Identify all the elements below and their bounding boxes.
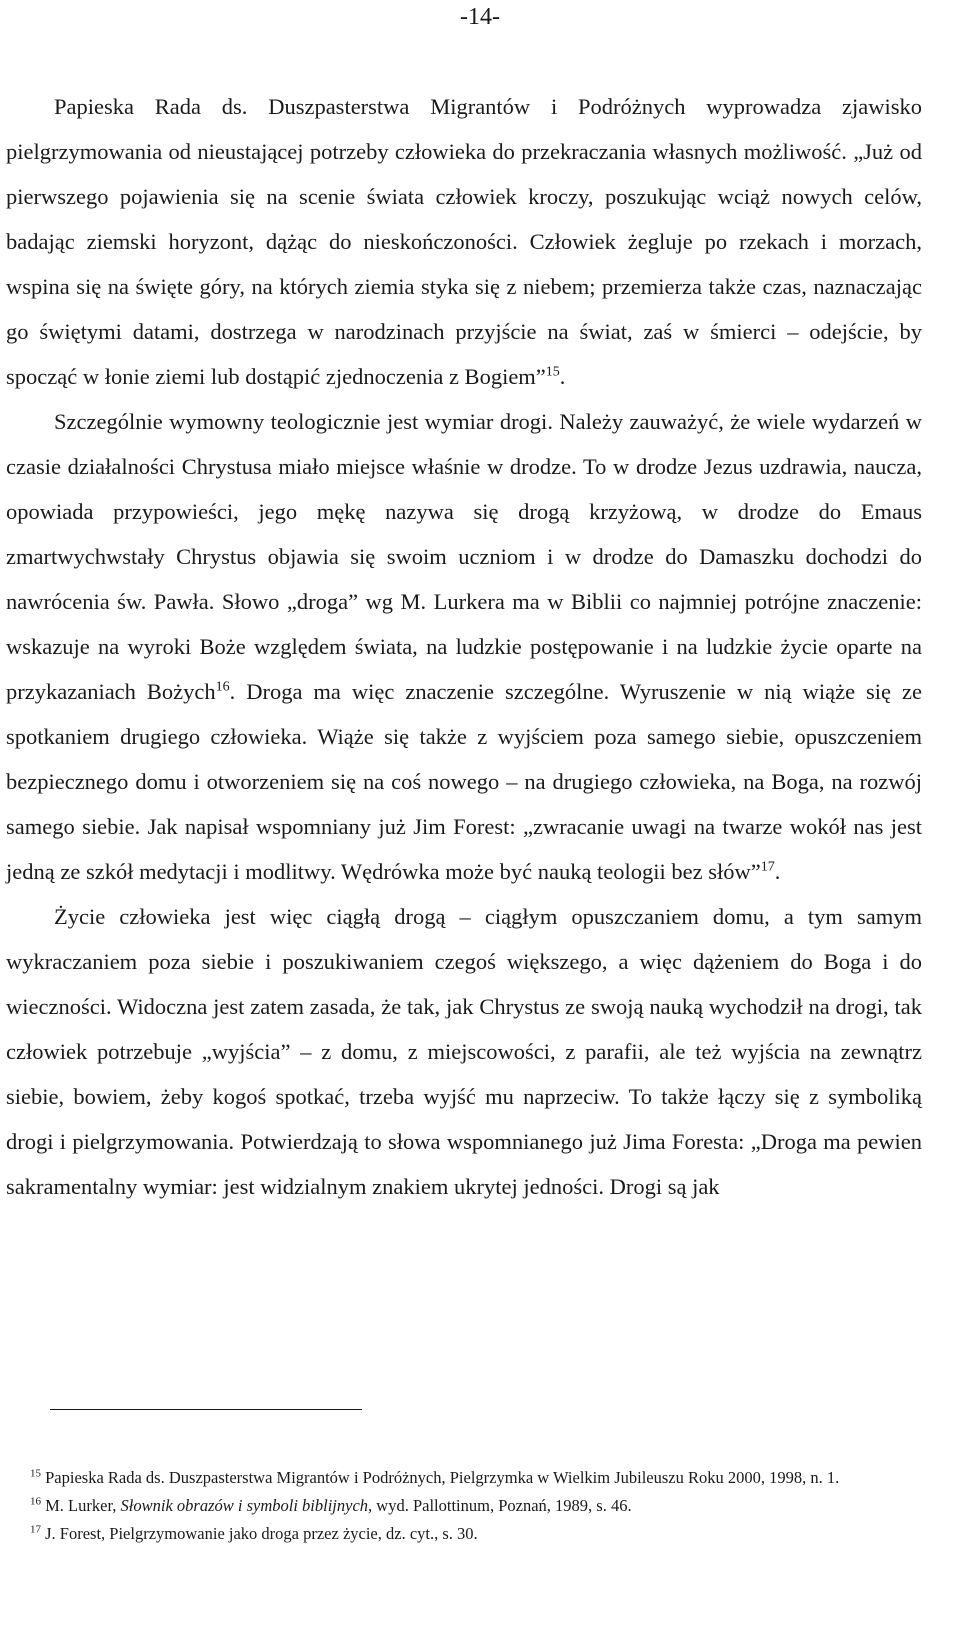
footnote-text: Papieska Rada ds. Duszpasterstwa Migrantów i Podróżnych, Pielgrzymka w Wielkim Jubileuszu Roku 2000, 1998, n. 1. [45, 1468, 840, 1487]
footnote-text: wyd. Pallottinum, Poznań, 1989, s. 46. [372, 1496, 632, 1515]
footnote-17 [6, 1520, 922, 1548]
paragraph-2-text-b: . Droga ma więc znaczenie szczególne. Wyruszenie w nią wiąże się ze spotkaniem drugiego człowieka. Wiąże się także z wyjściem poza samego siebie, opuszczeniem bezpiecznego domu i otworzeniem się na coś nowego – na drugiego człowieka, na Boga, na rozwój samego siebie. Jak napisał wspomniany już Jim Forest: „zwracanie uwagi na twarze wokół nas jest jedną ze szkół medytacji i modlitwy. Wędrówka może być nauką teologii bez słów” [6, 679, 922, 884]
paragraph-3-text: Życie człowieka jest więc ciągłą drogą – ciągłym opuszczaniem domu, a tym samym wykraczaniem poza siebie i poszukiwaniem czegoś większego, a więc dążeniem do Boga i do wieczności. Widoczna jest zatem zasada, że tak, jak Chrystus ze swoją nauką wychodził na drogi, tak człowiek potrzebuje „wyjścia” – z domu, z miejscowości, z parafii, ale też wyjścia na zewnątrz siebie, bowiem, żeby kogoś spotkać, trzeba wyjść mu naprzeciw. To także łączy się z symboliką drogi i pielgrzymowania. Potwierdzają to słowa wspomnianego już Jima Foresta: „Droga ma pewien sakramentalny wymiar: jest widzialnym znakiem ukrytej jedności. Drogi są jak [6, 904, 922, 1199]
footnote-ref-16[interactable]: 16 [215, 679, 230, 695]
footnote-text: M. Lurker, [45, 1496, 121, 1515]
page-number: -14- [460, 4, 500, 30]
paragraph-1-text: Papieska Rada ds. Duszpasterstwa Migrantów i Podróżnych wyprowadza zjawisko pielgrzymowania od nieustającej potrzeby człowieka do przekraczania własnych możliwość. „Już od pierwszego pojawienia się na scenie świata człowiek kroczy, poszukując wciąż nowych celów, badając ziemski horyzont, dążąc do nieskończoności. Człowiek żegluje po rzekach i morzach, wspina się na święte góry, na których ziemia styka się z niebem; przemierza także czas, naznaczając go świętymi datami, dostrzega w narodzinach przyjście na świat, zaś w śmierci – odejście, by spocząć w łonie ziemi lub dostąpić zjednoczenia z Bogiem” [6, 94, 922, 389]
main-text [6, 84, 922, 1209]
paragraph-3 [6, 894, 922, 1209]
footnote-number: 17 [30, 1523, 41, 1536]
paragraph-2-end: . [774, 859, 781, 884]
footnote-text: J. Forest, Pielgrzymowanie jako droga przez życie, dz. cyt., s. 30. [45, 1524, 478, 1543]
footnote-book-title: Słownik obrazów i symboli biblijnych, [120, 1496, 373, 1515]
footnotes [6, 1464, 922, 1548]
footnote-number: 15 [30, 1467, 41, 1480]
footnote-16 [6, 1492, 922, 1520]
footnote-ref-15[interactable]: 15 [545, 364, 560, 380]
paragraph-2-text-a: Szczególnie wymowny teologicznie jest wymiar drogi. Należy zauważyć, że wiele wydarzeń w czasie działalności Chrystusa miało miejsce właśnie w drodze. To w drodze Jezus uzdrawia, naucza, opowiada przypowieści, jego mękę nazywa się drogą krzyżową, w drodze do Emaus zmartwychwstały Chrystus objawia się swoim uczniom i w drodze do Damaszku dochodzi do nawrócenia św. Pawła. Słowo „droga” wg M. Lurkera ma w Biblii co najmniej potrójne znaczenie: wskazuje na wyroki Boże względem świata, na ludzkie postępowanie i na ludzkie życie oparte na przykazaniach Bożych [6, 409, 922, 704]
footnote-number: 16 [30, 1495, 41, 1508]
footnote-separator [50, 1409, 362, 1410]
footnote-ref-17[interactable]: 17 [760, 859, 775, 875]
paragraph-1 [6, 84, 922, 399]
paragraph-1-end: . [559, 364, 566, 389]
paragraph-2 [6, 399, 922, 894]
footnote-15 [6, 1464, 922, 1492]
